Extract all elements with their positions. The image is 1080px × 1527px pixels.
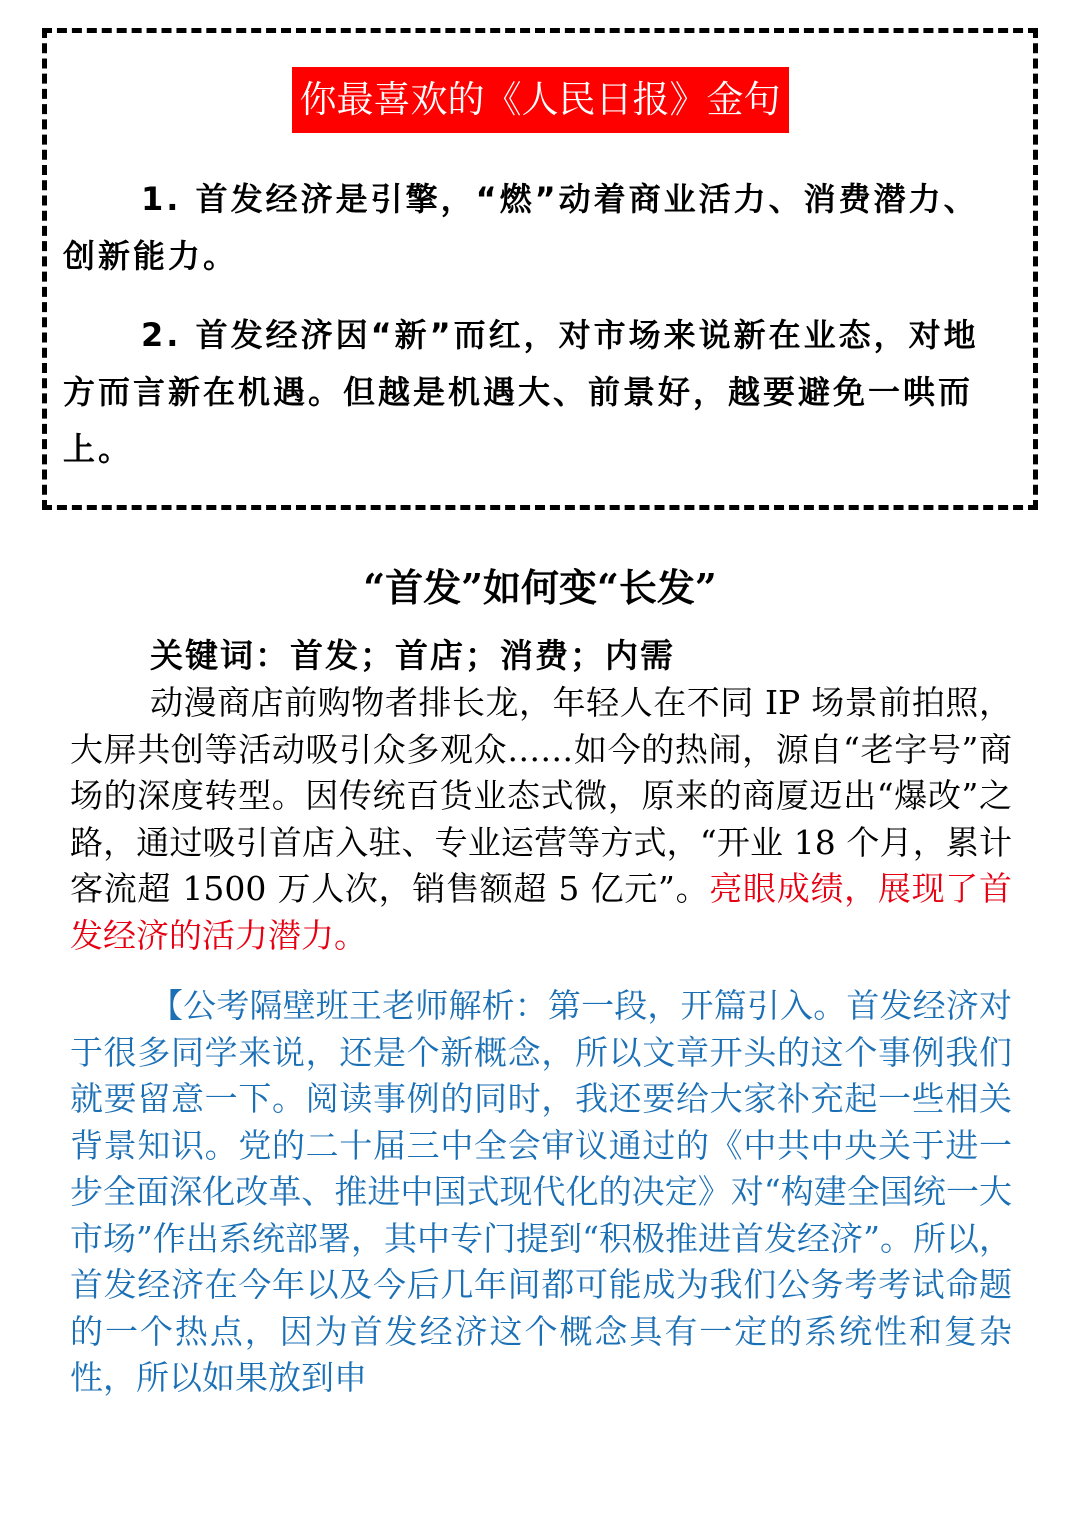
analysis-paragraph: 【公考隔壁班王老师解析：第一段，开篇引入。首发经济对于很多同学来说，还是个新概念，所以文章开头的这个事例我们就要留意一下。阅读事例的同时，我还要给大家补充起一些相关背景知识。党的二十届三中全会审议通过的《中共中央关于进一步全面深化改革、推进中国式现代化的决定》对“构建全国统一大市场”作出系统部署，其中专门提到“积极推进首发经济”。所以，首发经济在今年以及今后几年间都可能成为我们公务考考试命题的一个热点，因为首发经济这个概念具有一定的系统性和复杂性，所以如果放到申 [70,986,1012,1397]
quote-item-1: 1. 首发经济是引擎，“燃”动着商业活力、消费潜力、创新能力。 [63,180,979,275]
quote-title-wrapper [47,67,1033,133]
article-title: “首发”如何变“长发” [363,565,717,610]
quote-title: 你最喜欢的《人民日报》金句 [292,67,789,133]
article-keywords: 关键词：首发；首店；消费；内需 [150,636,675,675]
article-paragraph-1 [70,680,1012,959]
quote-box [42,28,1038,510]
paragraph-1-highlight: 亮眼成绩，展现了首发经济的活力潜力。 [70,869,1012,955]
quote-item-2: 2. 首发经济因“新”而红，对市场来说新在业态，对地方而言新在机遇。但越是机遇大、前景好，越要避免一哄而上。 [63,316,979,468]
paragraph-1-text: 动漫商店前购物者排长龙，年轻人在不同 IP 场景前拍照，大屏共创等活动吸引众多观众……如今的热闹，源自“老字号”商场的深度转型。因传统百货业态式微，原来的商厦迈出“爆改”之路，通过吸引首店入驻、专业运营等方式，“开业 18 个月，累计客流超 1500 万人次，销售额超 5 亿元”。 [70,683,1012,908]
